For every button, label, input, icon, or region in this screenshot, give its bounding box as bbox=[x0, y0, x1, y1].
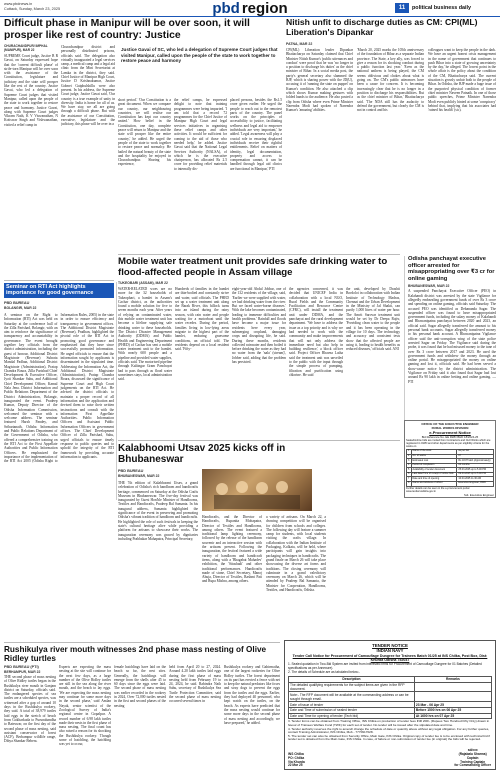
sign-right-2: (Rajabalu Sharma) bbox=[458, 752, 487, 757]
eproc-cell: 03 months bbox=[457, 463, 494, 468]
mobile-col2: Hundreds of families in the hamlet are thin-bodied and constantly strive and water, said officials. The PHED set up a water treatment unit along the Barak River, this hillock turns into an island during the rainy season, with rain water and people waiting for a motorboat until the water recedes. During the period, families living in low-lying areas migrate to the highest part of the hamlet, enduring gruesome conditions, an official told. The residents depend on a local resident said. 'Fifty- bbox=[175, 287, 229, 352]
kalabhoomi-col1: THE 7th edition of Kalabhoomi Utsav, a grand celebration of Odisha's rich handloom and handicrafts heritage, commenced on Saturday at the Odisha Crafts Museum in Bhubaneswar. The five-day festival was inaugurated by Guest Hon'ble Minister of Handlooms, Textiles and Handicrafts, Pradeep Bal Samanta. In his inaugural address, Samanta highlighted the significance of the event in preserving and promoting Odisha's vibrant tradition of handloom and handicrafts. He highlighted the role of such festivals in keeping the state's cultural heritage alive while providing a platform for artisans to showcase their works. The inauguration ceremony was graced by dignitaries including Prabhakar Mahapatra, Principal Secretary, bbox=[118, 481, 198, 541]
kalabhoomi-photo bbox=[202, 469, 312, 511]
rti-byline: PBD BUREAU bbox=[4, 300, 30, 305]
mobile-dateline: TUKEOBARI (ASSAM), MAR 22 bbox=[118, 281, 168, 285]
mobile-col4: the agencies concerned, it was decided that UNICEF India in collaboration with a local NGO, Rural Fields and the Community Facilitation and Resource Centre (CFRC), will install the treatment unit under DDMA, and the panchayat and the rural development department. 'We have to address the issue as a top priority and is why we had needed to work with the community and make improvements that will not only address the immediate need but also help in building resilience,' a block officer said. Project Officer Bhavna Latha said the treatment unit was unveiled to the public with the input through the simple process of pumping, filtration and purification using chlorine. He said bbox=[289, 287, 343, 377]
eproc-office: OFFICE OF THE EXECUTIVE ENGINEER bbox=[421, 422, 479, 426]
eproc-cell: 07 bbox=[457, 454, 494, 459]
eproc-footer: Further details can be seen in the e-procurement portal www.tendersodisha.gov.in bbox=[406, 486, 470, 493]
eproc-table bbox=[406, 449, 494, 487]
tender-table-row bbox=[289, 713, 492, 719]
eproc-cell: Period of completion bbox=[411, 463, 457, 468]
eproc-cell: 6 bbox=[408, 472, 410, 476]
nitish-headline[interactable]: Nitish unfit to discharge duties as CM: CPI(ML) Liberation's Dipankar bbox=[286, 17, 478, 37]
kalabhoomi-col3b bbox=[330, 469, 400, 637]
tender-heading: Tender Call Notice for Procurement of Camouflage Dungree for Trainees Batch 01/25 at INS Chilka, Post Box, Dist: Khurda Odisha 752037 bbox=[292, 654, 488, 663]
eprocurement-notice bbox=[404, 420, 496, 498]
peo-dateline: BHUBANESWAR, MAR 22 bbox=[408, 284, 450, 289]
eproc-office2: RURAL WORKS DIVISION bbox=[431, 426, 469, 430]
kalabhoomi-col2: Handicrafts, and the Director of Handicrafts, Rupanita Mohapatra, Director of Textiles and Handlooms, among others. The event featured a traditional lamp lighting ceremony, followed by the release of the handloom souvenir and an interactive session with the artisans present. Following the inauguration, the festival featured a wide variety of handloom and handicraft items, along with a 'Bhagabat Mahadev' exhibition, the 'Sitashadi' and other traditional performances. Handicrafts made of stone, Chief Secretary, Manoj Ahuja, Director of Textiles, Rashmi Pati and Rupa Mishra, among others. bbox=[202, 515, 262, 584]
eproc-intro: Sealed/online bids are invited from Contractors and Civil Works which are registered in OWD and other departments as per eligibility criteria for the works on bbox=[406, 439, 491, 448]
nitish-story bbox=[286, 18, 496, 254]
region-logo-text: region bbox=[241, 0, 288, 17]
sign-right-3: Captain bbox=[466, 755, 479, 760]
tender-th-remarks: Remarks bbox=[414, 676, 491, 682]
sign-left-4: 22 Mar 25 bbox=[288, 763, 303, 768]
rti-body: A seminar on the Right to Information (RTI) Act was held on Saturday at the conference hall of the Zilla Parishad, Bolangir, with an aim to reinforce the significance of transparency and accountability in governance. The event brought together key officials from the district administration, including the guest of honour, Additional District Magistrate (Revenue) Subrata Mandal Padhan, Additional District Magistrate (Administration), Pratap Chandra Boura, Zilla Parishad Chief Development & Executive Officer, Jyoti Shankar Sahu, and Additional Chief Development Officer, Kamal Nala Jena. District Information and Public Relations Department of the District Administration, Bolangir, inaugurated the event. Pradeep Kumar, Deputy Director of the Odisha Information Commission, welcomed the seminar with a welcome address. The seminar featured Harsh Pandey, and Sribartanath, Odisha Information and Public Relations Department of the Government of Odisha, who offered a comprehensive training on the RTI Act to the First Appellate Authorities and Public Information Officers. He emphasized the importance of the implementation of the RTI Act 2005 (Odisha Right to Information Rules, 2005) in the state in order to ensure efficiency and transparency in government offices. The Additional District Magistrate (Revenue), Pradhan, highlighted the pivotal role of the RTI Act in promoting good governance and emphasised that they have since successfully promoted information. He urged officials to ensure that the information sought by applicants is disseminated in the stipulated time. Addressing the Information Act, the Additional District Magistrate (Administration), Pratap Chandra Boura, discussed the significance of Supreme Court and High Court judgements on the RTI Act. He advised the district officials to maintain a proper record of all information and the application and devised them to raise their written instructions and consult with the information First Appellate Authorities. Public Information Officers and Assistant Public Information Officers in government offices. The Chief Development Officer of Zilla Parishad, Sahu, urged officials to ensure timely response to public queries and to uphold the integrity of the RTI framework by providing accurate information to applicants. bbox=[4, 313, 114, 464]
eproc-cell: 2 bbox=[408, 453, 410, 457]
eproc-cell: Last date/Time of receipt of online bids bbox=[411, 472, 457, 477]
ridley-col5: Rushikulya rookery and Gahirmatha, one of the largest rookeries for Olive Ridley turtles. The forest department on its part has erected a fence with net to keep the natural predators like foxes and stray dogs to prevent the eggs from the turtles and the eggs. Earlier, they had deployed 40 personnel, who kept watch on the turtles, on the beach. As experts have predicted that the mass nesting would continue for some more days in the second phase of mass nesting and accordingly, we have prepared,' he added. bbox=[224, 665, 280, 725]
kalabhoomi-col3: a variety of artisans. On March 22, a drawing competition will be organised for children from schools and colleges. The following day will feature a summer camp for students, with local students visiting the crafts village. In collaboration with the Indian Institute of Packaging, Kolkata, will be held, where participants will gain insights into packaging techniques in handicrafts. The grand finale on March 26 will take place showcasing the diverse art forms and traditions. The closing ceremony will culminate in a grand valedictory ceremony on March 26, which will be attended by Pradeep Bal Samanta, the Minister for Cooperation, Handlooms, Textiles, and Handicrafts, Odisha. bbox=[266, 515, 326, 593]
rti-story bbox=[4, 280, 114, 500]
ridley-story bbox=[4, 642, 280, 770]
page-number: 11 bbox=[395, 3, 409, 13]
political-business-daily-logo: political business daily bbox=[412, 5, 472, 11]
tender-title: TENDER NOTICE bbox=[372, 643, 408, 648]
manipur-story bbox=[4, 18, 282, 280]
mobile-col5: the unit, developed by Drashti Bordoloi in collaboration with Indian Institute of Technology Madras, Chennai and the Urban Development in the Ministry of Jal Shakti, can purify 1,000 litres of water per hour. The Amrit Sarovar treatment unit would be set by Dr Deepa Rajiv, 'Providing clean water to the people and it has been operating in the village for 10 days. The technology and accuracy and consistent tests show that the affected people are using it, leading to health benefits as reduced diseases,' officials said. ANI bbox=[346, 287, 400, 352]
ridley-headline[interactable]: Rushikulya river mouth witnesses 2nd phase mass nesting of Olive Ridley turtles bbox=[4, 645, 267, 664]
eproc-cell: Name of the work bbox=[411, 450, 457, 455]
pbd-logo-text: pbd bbox=[212, 0, 240, 17]
manipur-col4: the relief camps, he expressed delight to note that training programmes were being imparted. 'I am told that a record 72 programmes for the Chief Justice of Manipur High Court and legal services initiatives in organising these relief camps and other activities. It would be sufficient for coming to the aid of those who needed help,' he added. Justice Gavai said that the National Legal Services Authority (NALSA), of which he is the executive chairperson, has allocated Rs 2.5 crore for providing relief materials to internally dis- bbox=[174, 98, 227, 171]
sign-right-5: for Commanding Officer bbox=[454, 763, 491, 768]
eproc-cell: Date and time of opening bbox=[411, 477, 457, 482]
eproc-cell: as per bid bbox=[457, 450, 494, 455]
tender-para2: 2. The details of Schedule are as tabulated below:- bbox=[288, 670, 360, 674]
sign-left-3: Via Khurda bbox=[288, 759, 305, 764]
tender-cell-description: Date and Time of submission of sealed tender bbox=[289, 707, 415, 713]
peo-body: A suspended Panchayat Executive Officer (PEO) in Kalahandi district was arrested by the state Vigilance for allegedly embezzling government funds of over Rs 3 crore and spending on online gaming, officials said Saturday. The accused PEO was identified as Debananda Sagar. The suspended officer was found to have misappropriated government funds, including the salary money of Kalahandi and Bhawanipatna panchayat between 2020 and 2023, an official said. Sagar allegedly transferred the amount to his personal bank accounts. Sagar allegedly transferred money to his personal bank account. A Bhawanipatna Vigilance officer said the anti-corruption wing of the state police arrested Sagar on Friday. The Vigilance said during the probe, it was found that he had misused money to the tune of over Rs 3 crore between 2017 and 2023. He used the government funds and withdrew the money through an online portal. He misappropriated the money on online gaming and lost it, officials said. He had been served a show-cause notice by the district administration. The Vigilance on Friday said it also found that Sagar had lost around Rs 90 lakh in online betting and online gaming. — PTI bbox=[408, 289, 496, 384]
tender-cell-description: The detailed qualifying requirements for the subject items are given in the RFP document. bbox=[289, 682, 415, 692]
manipur-pull-quote: Justice Gavai of SC, who led a delegation of Supreme Court judges that visited Manipur, called upon the people of the state to work together to restore peace and harmony bbox=[121, 47, 278, 64]
tender-para4: 4. Tender authority reserves the right to amend/ change the schedule of date or quantity above without any legal obligation. For any further queries, contact Training Administrator, INS Chilka, Mob - 7770917028. bbox=[288, 726, 490, 735]
manipur-quote-box bbox=[118, 45, 282, 95]
eproc-cell: 7 bbox=[408, 476, 410, 480]
ridley-col3: female hatchlings have laid on the beach so far, the nest sites. Generally, the hatchlings will emerge from the shells after 45 to 60 days since the eggs were laid. The second phase of mass nesting was earlier recorded in the rookery in 2024, Over 72,000 turtles nested in the first and second phases of the nesting bbox=[114, 665, 166, 708]
manipur-headline[interactable]: Difficult phase in Manipur will be over soon, it will prosper like rest of country: Justice bbox=[4, 18, 250, 41]
masthead-url[interactable]: www.pbdnews.in bbox=[4, 2, 33, 6]
eproc-cell: Name and Address of officer bbox=[411, 482, 457, 487]
eproc-cell: No. of works bbox=[411, 454, 457, 459]
eproc-cell: 8 bbox=[408, 481, 410, 485]
eproc-ref: Bid Reference No. EE RWD BHD 18/2024-25 bbox=[421, 435, 479, 439]
tender-cell-remarks: At 1600 hrs on 07 Apr 25 bbox=[414, 713, 491, 719]
kalabhoomi-headline[interactable]: Kalabhoomi Utsav 2025 kicks off in Bhubaneswar bbox=[118, 443, 286, 465]
ridley-col2: Experts are expecting the mass nesting at the site will continue for the next few days, as a large number of the Olive Ridley turtles are still in the sea along the river mouth, and the beach to lay eggs. 'We are expecting the mass nesting may continue for some more days in the second phase,' said Amlan Nayak, senior scientist of the Zoological Survey of India's regional centre in Gopalpur. A record number of 6.98 lakh turtles made their nests in the first phase of mass nesting. The final count has also raised a reason for its shocking the Rushikulya rookery. Though some of hatchling, the hatchling was yet to occur, bbox=[59, 665, 111, 747]
tender-subtitle: INDIAN NAVY bbox=[376, 648, 404, 653]
manipur-col1: SUPREME Court judge, Justice B R Gavai, on Saturday expressed hope that the 'current difficult phase' of strife-torn Manipur will be over soon with the assistance of the Constitution, legislature and judiciary and the state will prosper like the rest of the country. Justice Gavai, who led a delegation of Supreme Court judges that visited Manipur, called upon the people of the state to work together to restore peace and harmony. Justice Gavai, along with Supreme Court judges Vikram Nath, K V Viswanathan, N Kotiswar Singh and Vishwanathan, visited a relief camp in bbox=[4, 54, 58, 127]
tender-th-description: Description bbox=[289, 676, 415, 682]
tender-cell-remarks: Before 1500 hrs on 06 Apr 25 bbox=[414, 707, 491, 713]
masthead-date: Cuttack, Sunday, March 23, 2025 bbox=[4, 7, 61, 11]
tender-sign-left bbox=[288, 753, 305, 768]
eproc-cell: Rs 18.87 lakh (Approximately) bbox=[457, 459, 494, 464]
nitish-dateline: PATNA, MAR 22 bbox=[286, 42, 313, 46]
eproc-cell: 09.04.2025 up to 5.00 PM bbox=[457, 472, 494, 477]
ridley-col1: THE second phase of mass nesting of Olive Ridley turtles began in the Rushikulya river mouth in Ganjam district on Saturday, officials said. The endangered species of sea turtles are a scheduled species, was witnessed after a gap of around 10 days in the Rushikulya rookery, they said. A total of 38,979 turtles laid eggs in the stretch of beach from Gokharkuda to Purunabandha to Bateswar, on the first day of the second phase of mass nesting, said assistant conservator of forest (ACF), Berhampur wildlife range, Dibya Shankar Behera. bbox=[4, 675, 56, 744]
col-divider bbox=[116, 282, 117, 500]
eproc-title: e-Procurement Notice bbox=[429, 430, 471, 435]
manipur-col5: placed persons, besides the Rs1.5 crore given earlier. He urged the people to reach out to the remotest parts of the country. The panel works on the principles of accessibility to justice, facilitating wellness and legal aid to empower individuals are very important,' he added. 'Legal awareness will play a crucial role in ensuring displaced individuals receive their rightful entitlements. Relief on matters of identity, legal documentation, property and access to compensation cannot, it can be handled through legal aid clinics are functional in Manipur,' PTI bbox=[230, 98, 282, 171]
ridley-byline: PBD BUREAU (PTI) bbox=[4, 665, 39, 669]
tender-schedule-table bbox=[288, 676, 492, 720]
tender-notice bbox=[284, 640, 496, 770]
eproc-cell: 3 bbox=[408, 458, 410, 462]
rti-headline[interactable]: Seminar on RTI Act highlights importance for good governance bbox=[4, 283, 114, 298]
mobile-headline[interactable]: Mobile water treatment unit provides safe drinking water to flood-affected people in Assam village bbox=[118, 256, 388, 278]
eproc-cell: Estimated cost bbox=[411, 459, 457, 464]
kalabhoomi-byline: PBD BUREAU bbox=[118, 469, 144, 473]
eproc-cell: Availability of tender document bbox=[411, 468, 457, 473]
mobile-col1: WATER-RELATED woes are no more for the 32 households of Tukeopbari, a hamlet in Assam's Cachar district, as the authorities found a mobile solution for five to seven months each year. After years of relying on contaminated water, this mobile water treatment unit has become a lifeline supplying safe drinking water to these households. The District Disaster Management Authority (DDMA) and Public Health and Engineering Department (PHED) of Cachar has sent a mobile water treatment unit to the hamlet. With nearly 600 people and a pipeline and provided water supplies, officials said. The motorised pipeline through Kaliingar Gram Panchayat had to pass through as flood water sometimes stays, local administration said. bbox=[118, 287, 172, 382]
sign-left-2: PO: Chilka bbox=[288, 755, 305, 760]
tender-cell-remarks: 23 Mar - 06 Apr 25 bbox=[414, 702, 491, 708]
ridley-dateline: BERHAMPUR, MAR 22 bbox=[4, 670, 41, 674]
manipur-col2: Churachandpur district and personally distributed prisons, officials said. The delegation also virtually inaugurated a legal services camp, a medical camp and a legal aid clinic from the Mini Secretariat at Lamka in the district, they said. Chief Justice of Manipur High Court, Justice D Krishnakumar, Justice Golmei Gaiphulshillu were also present. In his address, the Supreme Court judge, Justice Gavai said, 'Our country is a true example of unity in diversity. India is home for all of us. We have stay, we all are going through a difficult phase. But with the assistance of our Constitution, executive, legislature and the judiciary, this phase will be over in a bbox=[61, 45, 115, 127]
tender-para3: 3. Tender forms can be obtained from Training Office, INS Chilka on production of tender fees INR 200/- (Rupees Two Hundred Fifty Only) drawn in favour of Trainees Welfare Fund (TWF) for each set of tender. No tender will be issued after the stipulated date and time. bbox=[288, 719, 490, 728]
pbd-region-logo bbox=[196, 0, 304, 16]
peo-headline[interactable]: Odisha panchayat executive officer arrested for misappropriating over ₹3 cr for online gaming bbox=[408, 256, 495, 282]
rti-dateline: BOLANGIR, MAR 22 bbox=[4, 305, 37, 310]
rti-body-wrap bbox=[4, 313, 114, 497]
kalabhoomi-photo-image bbox=[202, 469, 312, 511]
tender-para1: 1. Sealed quotation in Two-Bid System are invited from interested firms for Procurement of Camouflage Dungree for 01 Batches (Detailed specifications as per Annexure). bbox=[288, 662, 482, 671]
manipur-dateline: CHURACHANDPUR/ IMPHAL (MANIPUR), MAR 22 bbox=[4, 44, 48, 52]
nitish-col2: 'March 20, 2025 marks the 105th anniversary of the foundation of Bihar as a separate Indian province. The State, a key ally, was forced to give a reason for its shocking conduct during a public function last year.' 'Even as the national anthem is being played, the CM seems oblivious and chokes about what is going on. The CM's public utterances have been a cause for concern. It is becoming increasingly clear that he is no longer in a position to discharge his responsibilities. But as the chief minister of Bihar,' Bhattacharya said. 'The NDA still has the audacity to defend the government, but clearly the CM is not in control and his bbox=[357, 48, 424, 113]
eproc-cell: 5 bbox=[408, 467, 410, 471]
tender-table-row bbox=[289, 692, 492, 702]
nitish-col3: colleagues want to keep the people in the dark. We have an urgent honest crisis management in the name of government that continues to push Bihar into a state of growing uncertainty by the day,' he alleged. The lowest point in the whole affair is the policy about the condition of the CM, Bhattacharya said. The current situation is grossly unfair both to the people of Bihar. In Odisha, the BJP made a huge issue of the purported physical condition of former chief minister Naveen Patnaik. In one of those public speeches, Prime Minister Narendra Modi even publicly hinted at some 'conspiracy' behind that, implying that his associates had 'ruined his health' (sic). bbox=[428, 48, 496, 113]
tender-para5: 5. The tender set can also be obtained from Security Office, Main Gate, INS Chilka. Original copy of tender fee is to be enclosed with technical bid if tender set is obtained from the Main Gate, INS Chilka. In case, of failure or non-submission of tender fee (in original) the bids will be rejected. bbox=[288, 733, 490, 742]
eproc-cell: 4 bbox=[408, 463, 410, 467]
kalabhoomi-story bbox=[118, 440, 400, 638]
tender-sign-right bbox=[454, 749, 491, 768]
sign-right-4: Training Captain bbox=[460, 759, 486, 764]
tender-cell-remarks bbox=[414, 692, 491, 702]
eproc-cell: 10.04.2025 11.30 AM bbox=[457, 477, 494, 482]
kalabhoomi-dateline: BHUBANESWAR, MAR 22 bbox=[118, 474, 160, 478]
tender-cell-description: Note:- The RFP document will be available at the commanding address or can be sought through email. bbox=[289, 692, 415, 702]
tender-cell-description: Date and Time for opening of tender (Tech bid) bbox=[289, 713, 415, 719]
manipur-col3: short period.' 'Our Constitution is a great document. When we compare our country, our neighbouring countries, we will realise our Constitution has kept our country united.' How belief in the Constitution, one day, complete peace will return to Manipur and the state will prosper like the entire country,' he added. He urged the people of the state to work together to restore peace and normalcy. He hailed the natural beauty of the state and the hospitality he enjoyed in Churachandpur. Sharing his experience, bbox=[118, 98, 171, 167]
eproc-table-row bbox=[407, 482, 494, 487]
odisha-peo-story bbox=[404, 256, 496, 420]
tender-cell-description: Date of issue of tender bbox=[289, 702, 415, 708]
tender-table-row bbox=[289, 682, 492, 692]
mobile-water-story bbox=[118, 254, 400, 438]
sign-right-1: sd/xxx bbox=[467, 748, 478, 753]
tender-cell-remarks bbox=[414, 682, 491, 692]
masthead bbox=[0, 0, 500, 17]
eproc-signature: Sd/- Executive Engineer bbox=[463, 492, 494, 497]
ridley-col4: held from April 20 to 27, 2024. Around 4.20 lakh turtles laid eggs during the first phase of mass nesting held from February 19 to 24, 2024, he said. Rabindra Nath Sahu, secretary of Rushikulya Sea Turtle Protection Committee, said the second phase of mass nesting occurred several times in bbox=[169, 665, 221, 704]
nitish-col1: CPI(ML) Liberation leader Dipankar Bhattacharya on Saturday claimed that Chief Minister Nitish Kumar's 'public utterances and conduct' were proof that he was 'no longer in a position to discharge his duties' as the chief minister of Bihar. In a social media post, the party's general secretary also slammed the BJP, which is sharing power with the JD(U), accusing it of 'running the state on puppet' on Kumar's condition. He also attached a clip which shows Kumar making gestures with folded hands to the audience. He also posted a clip from Odisha where even Prime Minister Narendra Modi had spoken of Narendra Kumar's 'amazing' abilities. bbox=[286, 48, 353, 113]
sign-left-1: INS Chilka bbox=[288, 752, 304, 757]
eproc-cell: 1 bbox=[408, 449, 410, 453]
eproc-cell: 25.03.2025 up to 5.00 PM bbox=[457, 468, 494, 473]
mobile-col3: eight-year-old Abdul Jobbar, one of the 132 residents of the village, said, 'Earlier we were supplied with water, we had drinking water from the river. But we faced water-borne diseases.' With the lake becomes contaminated, leading to immense difficulties and health problems.' Rainfall and floods have become a major issue for residents here every year, submerging cropland, damaging crops and disrupting life, he said. During these months, residents collected rainwater and then boiled it before drinking the water as they had no water from the 'nala' (stream)', Jobber said, adding that the problem has persisted. bbox=[232, 287, 286, 365]
eproc-cell: Executive Engineer, RWD bbox=[457, 482, 494, 487]
